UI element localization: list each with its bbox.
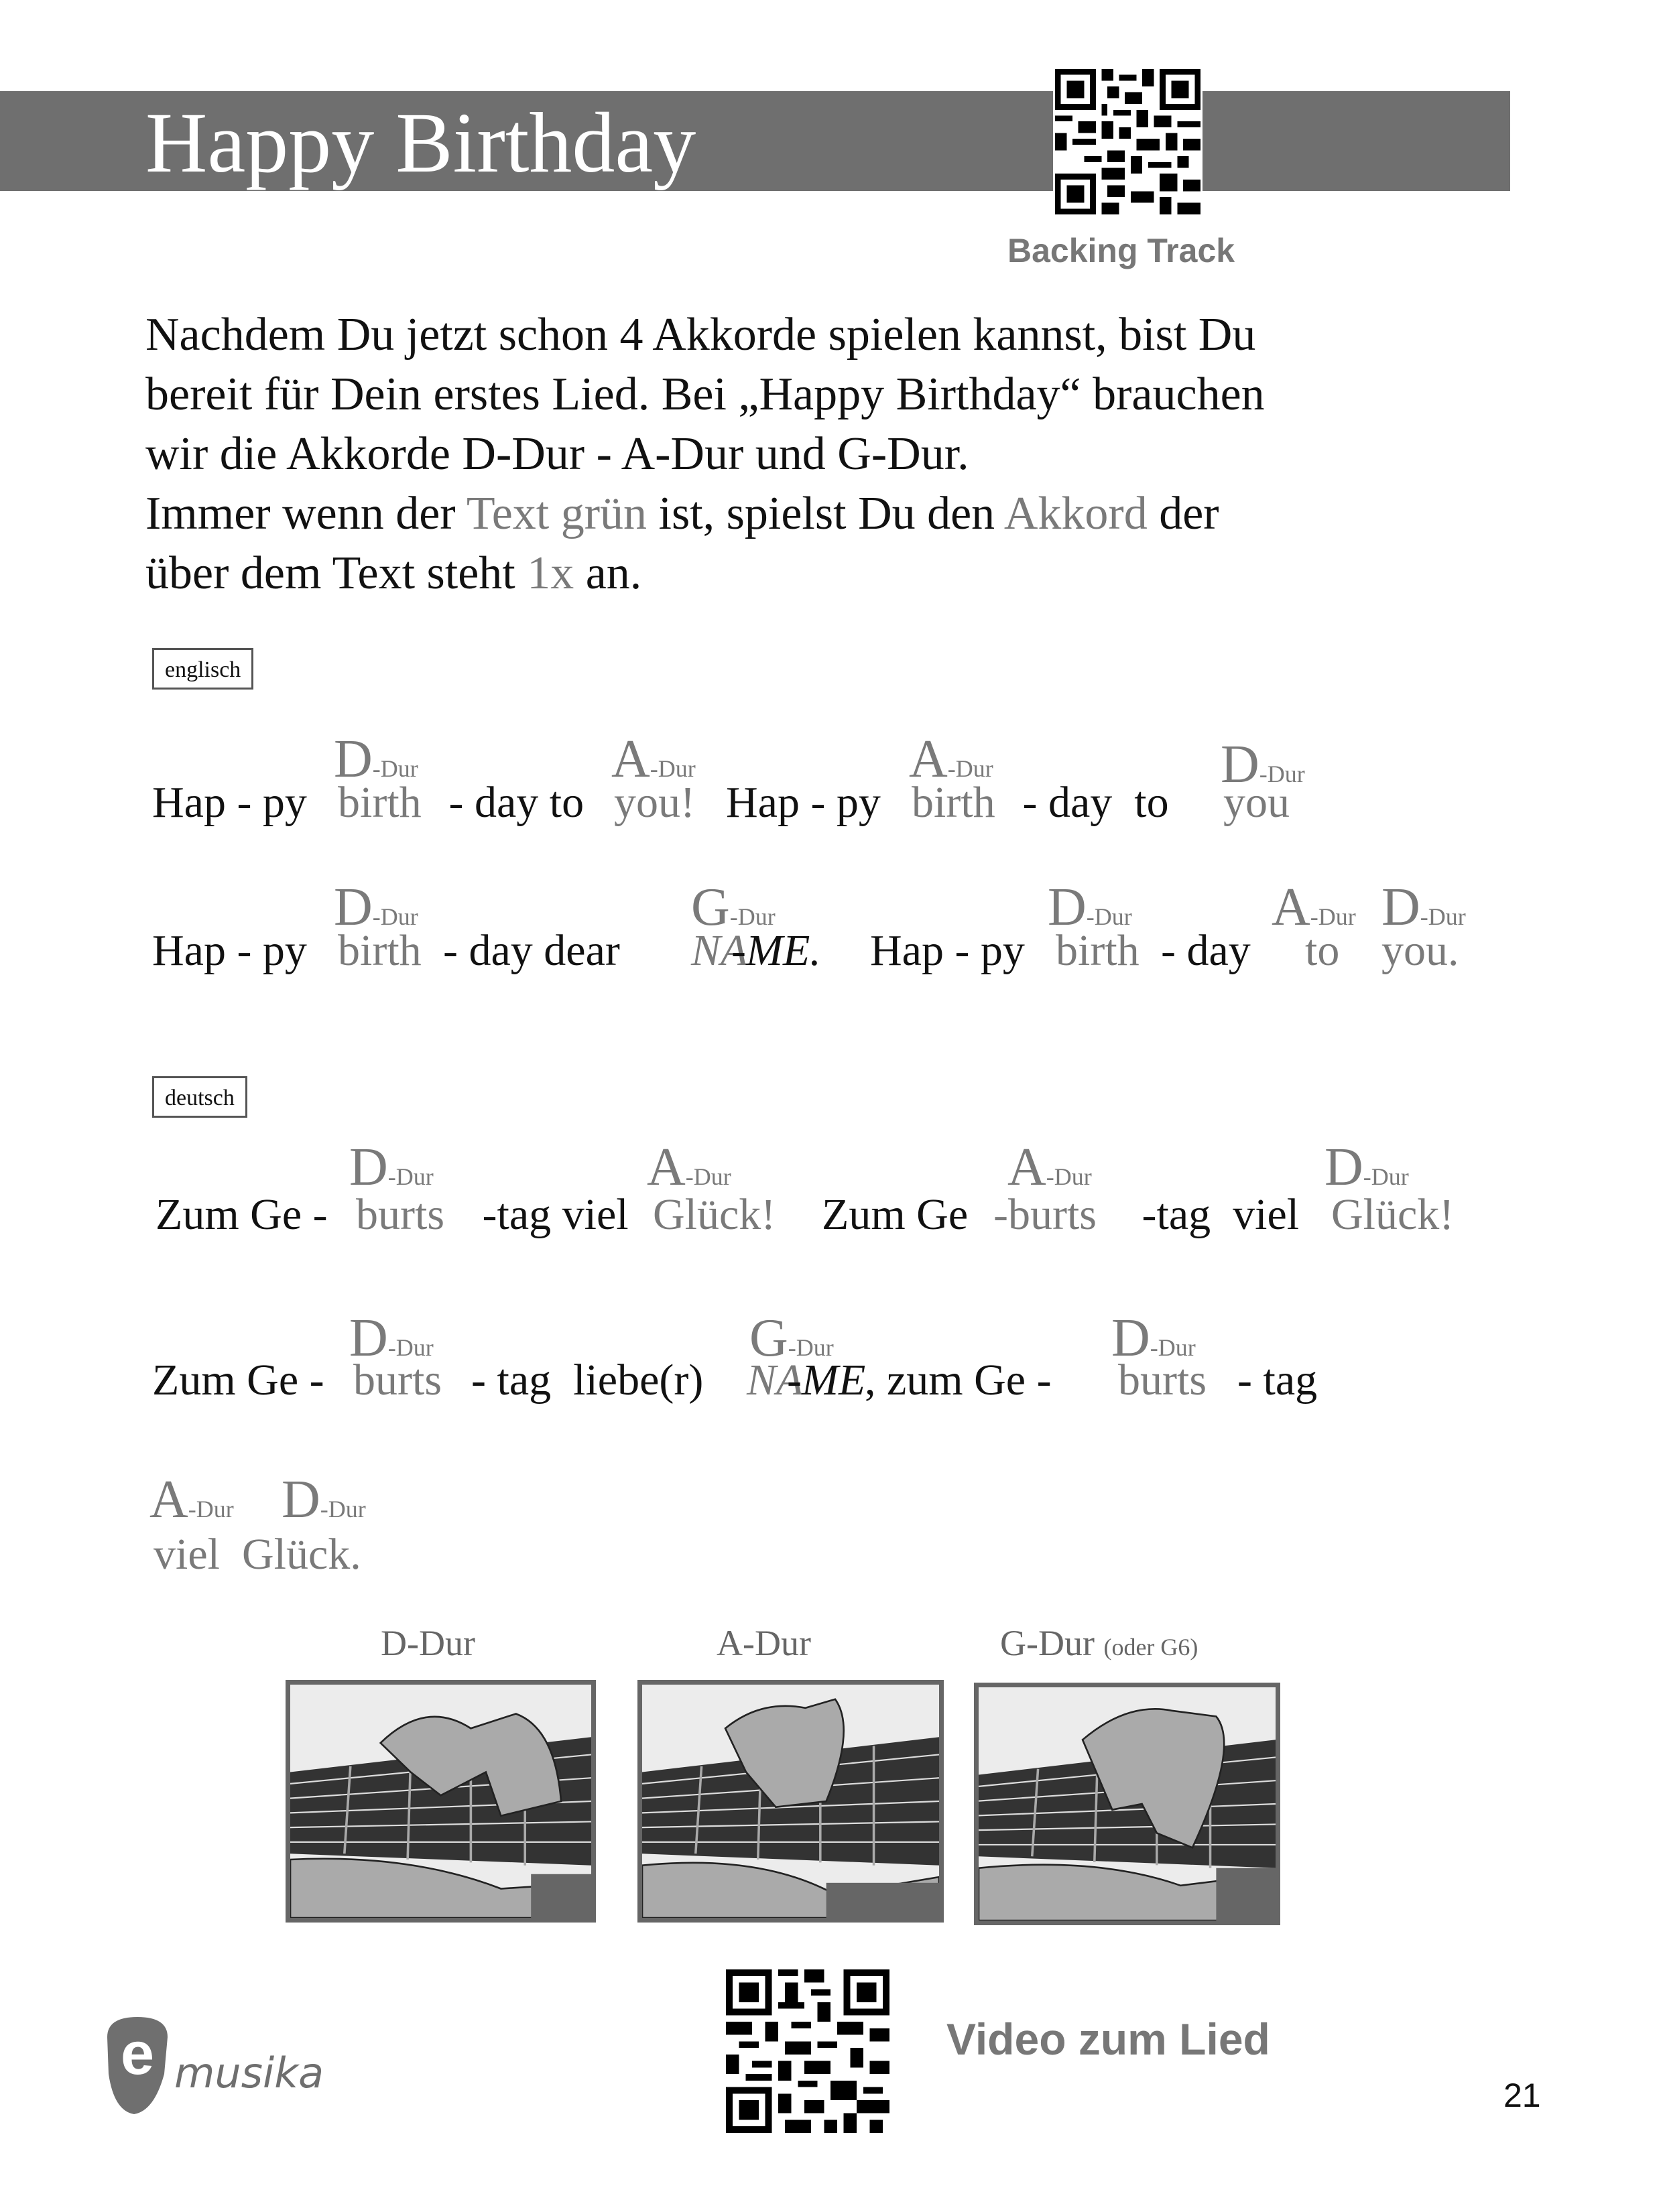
chord-marker: A-Dur xyxy=(909,730,993,789)
d-chord-hand-image xyxy=(286,1680,596,1923)
lyric: Hap - py xyxy=(152,778,318,827)
lyric: Hap - py xyxy=(870,926,1036,975)
language-label-german: deutsch xyxy=(152,1076,247,1118)
lyric: - day to xyxy=(1011,778,1180,827)
svg-text:e: e xyxy=(120,2020,155,2087)
lyric-chord-syllable: Glück! xyxy=(1331,1190,1455,1239)
lyric: -tag viel xyxy=(471,1190,640,1239)
chord-diagram-label-a: A-Dur xyxy=(717,1623,811,1663)
chord-marker: A-Dur xyxy=(1007,1138,1092,1197)
text: Immer wenn der xyxy=(145,488,467,539)
chord-marker: D-Dur xyxy=(334,878,418,937)
lyric-chord-syllable: NA xyxy=(747,1356,804,1405)
page-title: Happy Birthday xyxy=(145,95,696,190)
chord-marker: D-Dur xyxy=(1111,1309,1196,1368)
chord-marker: D-Dur xyxy=(1048,878,1132,937)
intro-line xyxy=(145,543,1553,603)
lyric-chord-syllable: viel Glück. xyxy=(153,1530,361,1579)
chord-marker: G-Dur xyxy=(749,1309,834,1368)
lyric-chord-syllable: burts xyxy=(1118,1356,1207,1405)
lyric: , zum Ge - xyxy=(865,1356,1063,1405)
page-number: 21 xyxy=(1503,2077,1541,2114)
lyric: Zum Ge xyxy=(822,1190,979,1239)
chord-diagram-label-g: G-Dur (oder G6) xyxy=(1000,1623,1198,1663)
lyric: Hap - py xyxy=(152,926,318,975)
lyric: Zum Ge - xyxy=(156,1190,339,1239)
lyric-chord-syllable: burts xyxy=(356,1190,444,1239)
language-label-english: englisch xyxy=(152,648,253,690)
text: an. xyxy=(574,547,642,599)
lyric-chord-syllable: -burts xyxy=(993,1190,1097,1239)
text: der xyxy=(1147,488,1219,539)
lyric: -ME xyxy=(787,1356,866,1405)
lyric-chord-syllable: to xyxy=(1305,926,1340,975)
emusika-logo xyxy=(101,2010,395,2118)
lyric-chord-syllable: burts xyxy=(353,1356,442,1405)
chord-diagram-label-d: D-Dur xyxy=(381,1623,475,1663)
intro-line xyxy=(145,484,1553,543)
chord-marker: D-Dur xyxy=(1381,878,1466,937)
chord-marker: D-Dur xyxy=(334,730,418,789)
chord-marker: G-Dur xyxy=(691,878,776,937)
intro-line: wir die Akkorde D-Dur - A-Dur und G-Dur. xyxy=(145,428,969,480)
text: über dem Text steht xyxy=(145,547,528,599)
lyric-chord-syllable: you xyxy=(1223,778,1290,827)
backing-track-qr-code[interactable] xyxy=(1053,69,1203,214)
lyric-chord-syllable: birth xyxy=(912,778,995,827)
lyric: - tag xyxy=(1237,1356,1318,1405)
a-chord-hand-image xyxy=(637,1680,944,1923)
lyric: - day dear xyxy=(443,926,620,975)
highlight-text: Text grün xyxy=(466,488,648,539)
lyric-chord-syllable: Glück! xyxy=(653,1190,776,1239)
chord-marker: A-Dur xyxy=(647,1138,731,1197)
lyric: - day xyxy=(1161,926,1251,975)
intro-line: Nachdem Du jetzt schon 4 Akkorde spielen kannst, bist Du xyxy=(145,309,1256,361)
lyric-chord-syllable: you. xyxy=(1381,926,1459,975)
video-qr-code[interactable] xyxy=(726,1969,889,2133)
chord-marker: D-Dur xyxy=(282,1470,366,1529)
lyric-chord-syllable: birth xyxy=(338,926,422,975)
intro-paragraph xyxy=(145,305,1553,603)
lyric-chord-syllable: you! xyxy=(614,778,695,827)
chord-marker: D-Dur xyxy=(1325,1138,1409,1197)
video-label[interactable]: Video zum Lied xyxy=(946,2014,1270,2064)
highlight-text: 1x xyxy=(527,547,574,599)
chord-marker: D-Dur xyxy=(349,1309,434,1368)
intro-line: bereit für Dein erstes Lied. Bei „Happy Birthday“ brauchen xyxy=(145,369,1265,420)
lyric: - tag liebe(r) xyxy=(471,1356,715,1405)
g-chord-hand-image xyxy=(974,1683,1280,1925)
lyric: -ME. xyxy=(731,926,821,975)
chord-marker: A-Dur xyxy=(1272,878,1356,937)
lyric: Zum Ge - xyxy=(152,1356,336,1405)
chord-marker: D-Dur xyxy=(1221,735,1305,794)
lyric: -tag viel xyxy=(1131,1190,1300,1239)
lyric-chord-syllable: birth xyxy=(1056,926,1140,975)
chord-marker: D-Dur xyxy=(349,1138,434,1197)
backing-track-label[interactable]: Backing Track xyxy=(1007,232,1235,269)
lyric: - day to xyxy=(438,778,595,827)
lyric-chord-syllable: birth xyxy=(338,778,422,827)
highlight-text: Akkord xyxy=(1003,488,1148,539)
lyric-chord-syllable: NA xyxy=(691,926,748,975)
lyric: Hap - py xyxy=(726,778,892,827)
chord-marker: A-Dur xyxy=(149,1470,234,1529)
text: ist, spielst Du den xyxy=(647,488,1004,539)
svg-text:musika: musika xyxy=(174,2048,324,2097)
chord-marker: A-Dur xyxy=(611,730,696,789)
